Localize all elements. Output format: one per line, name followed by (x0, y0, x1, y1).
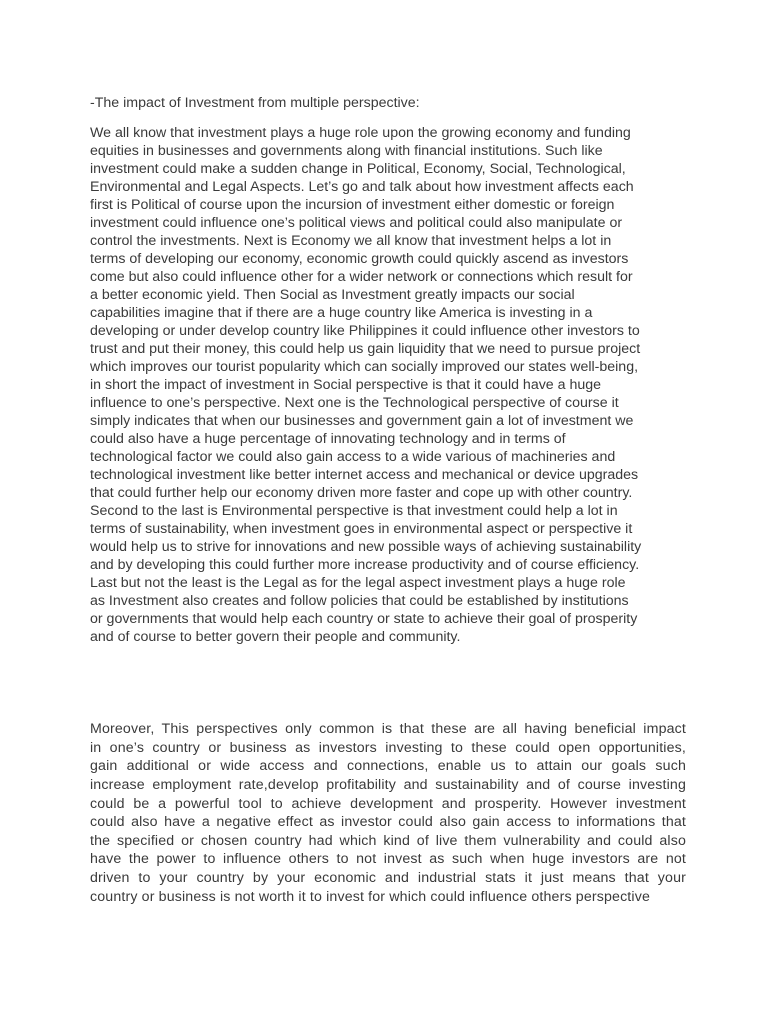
paragraph-line: technological factor we could also gain access to a wide various of machineries and (90, 449, 616, 465)
paragraph-1 (90, 124, 686, 646)
paragraph-line: which improves our tourist popularity which can socially improved our states well-being, (90, 359, 639, 375)
paragraph-line: a better economic yield. Then Social as Investment greatly impacts our social (90, 287, 575, 303)
paragraph-line: Second to the last is Environmental perspective is that investment could help a lot in (90, 503, 618, 519)
paragraph-line: trust and put their money, this could help us gain liquidity that we need to pursue project (90, 341, 641, 357)
paragraph-line: have the power to influence others to not invest as such when huge investors are not (90, 851, 686, 868)
paragraph-line: Environmental and Legal Aspects. Let’s go and talk about how investment affects each (90, 179, 634, 195)
paragraph-line: increase employment rate,develop profitability and sustainability and of course investing (90, 776, 686, 793)
paragraph-line: influence to one’s perspective. Next one is the Technological perspective of course it (90, 395, 619, 411)
paragraph-line: and by developing this could further more increase productivity and of course efficiency. (90, 557, 640, 573)
paragraph-line: as Investment also creates and follow policies that could be established by institutions (90, 593, 629, 609)
paragraph-line: terms of developing our economy, economic growth could quickly ascend as investors (90, 251, 629, 267)
paragraph-line: developing or under develop country like Philippines it could influence other investors to (90, 323, 640, 339)
paragraph-line: We all know that investment plays a huge role upon the growing economy and funding (90, 125, 631, 141)
paragraph-line: capabilities imagine that if there are a huge country like America is investing in a (90, 305, 593, 321)
paragraph-line: equities in businesses and governments along with financial institutions. Such like (90, 143, 603, 159)
paragraph-line: terms of sustainability, when investment goes in environmental aspect or perspective it (90, 521, 633, 537)
paragraph-line: control the investments. Next is Economy we all know that investment helps a lot in (90, 233, 612, 249)
paragraph-line: and of course to better govern their people and community. (90, 629, 461, 645)
paragraph-line: could also have a negative effect as investor could also gain access to informations that (90, 814, 686, 831)
paragraph-line: investment could influence one’s political views and political could also manipulate or (90, 215, 623, 231)
document-heading: -The impact of Investment from multiple perspective: (90, 95, 420, 111)
paragraph-line: or governments that would help each country or state to achieve their goal of prosperity (90, 611, 638, 627)
paragraph-line: Last but not the least is the Legal as for the legal aspect investment plays a huge role (90, 575, 626, 591)
paragraph-line: that could further help our economy driven more faster and cope up with other country. (90, 485, 633, 501)
paragraph-line: could be a powerful tool to achieve development and prosperity. However investment (90, 795, 686, 812)
paragraph-line: country or business is not worth it to invest for which could influence others perspective (90, 888, 650, 905)
paragraph-line: gain additional or wide access and connections, enable us to attain our goals such (90, 758, 686, 775)
paragraph-line: would help us to strive for innovations and new possible ways of achieving sustainability (90, 539, 642, 555)
paragraph-line: investment could make a sudden change in Political, Economy, Social, Technological, (90, 161, 626, 177)
paragraph-line: driven to your country by your economic and industrial stats it just means that your (90, 870, 686, 887)
paragraph-line: first is Political of course upon the incursion of investment either domestic or foreign (90, 197, 615, 213)
paragraph-line: technological investment like better internet access and mechanical or device upgrades (90, 467, 639, 483)
paragraph-line: Moreover, This perspectives only common is that these are all having beneficial impact (90, 721, 686, 737)
paragraph-line: the specified or chosen country had which kind of live them vulnerability and could also (90, 832, 686, 849)
paragraph-line: could also have a huge percentage of innovating technology and in terms of (90, 431, 566, 447)
paragraph-line: simply indicates that when our businesses and government gain a lot of investment we (90, 413, 634, 429)
paragraph-line: come but also could influence other for a wider network or connections which result for (90, 269, 633, 285)
paragraph-line: in short the impact of investment in Social perspective is that it could have a huge (90, 377, 602, 393)
paragraph-2 (90, 720, 686, 906)
paragraph-line: in one’s country or business as investors investing to these could open opportunities, (90, 739, 686, 756)
